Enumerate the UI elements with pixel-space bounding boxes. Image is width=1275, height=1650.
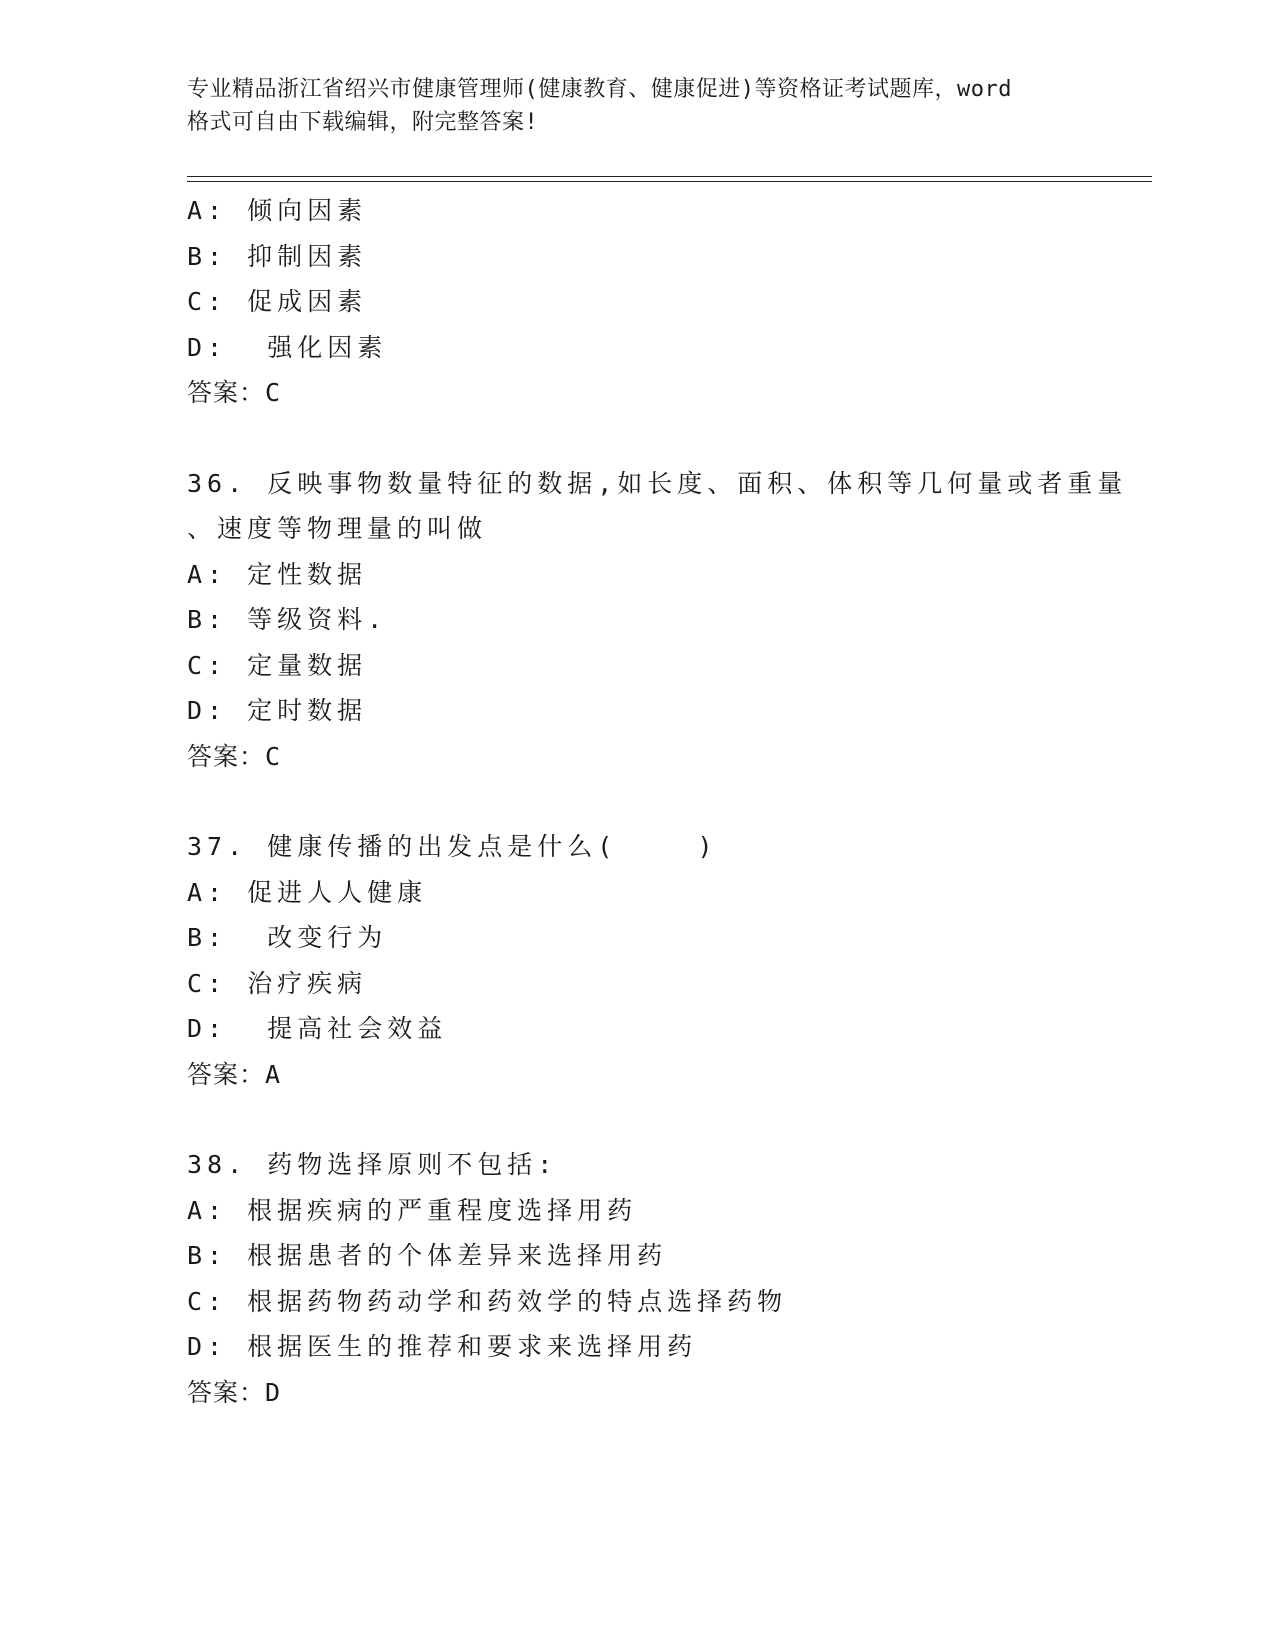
answer: 答案：C [187, 741, 282, 771]
question-title-line-2: 、速度等物理量的叫做 [187, 514, 488, 543]
question-35 [187, 188, 1147, 416]
question-38 [187, 1142, 1147, 1415]
answer: 答案：C [187, 378, 282, 407]
option-c: C: 治疗疾病 [187, 968, 368, 998]
option-c: C: 定量数据 [187, 650, 368, 680]
option-a: A: 根据疾病的严重程度选择用药 [187, 1195, 638, 1225]
question-title: 37. 健康传播的出发点是什么( ) [187, 832, 718, 861]
option-a: A: 定性数据 [187, 559, 368, 589]
spacer [187, 779, 1147, 824]
document-header [187, 73, 1087, 139]
option-d: D: 强化因素 [187, 332, 388, 362]
option-d: D: 根据医生的推荐和要求来选择用药 [187, 1332, 698, 1361]
header-line-2: 格式可自由下载编辑，附完整答案! [187, 110, 539, 135]
option-b: B: 抑制因素 [187, 241, 368, 271]
answer: 答案：A [187, 1059, 282, 1089]
answer: 答案：D [187, 1377, 282, 1407]
question-36 [187, 461, 1147, 780]
option-b: B: 改变行为 [187, 923, 388, 952]
spacer [187, 416, 1147, 461]
option-c: C: 促成因素 [187, 287, 368, 316]
question-title: 38. 药物选择原则不包括: [187, 1150, 558, 1179]
option-d: D: 提高社会效益 [187, 1014, 448, 1043]
spacer [187, 1097, 1147, 1142]
header-divider-bottom [187, 181, 1152, 182]
question-title-line-1: 36. 反映事物数量特征的数据,如长度、面积、体积等几何量或者重量 [187, 468, 1128, 498]
option-b: B: 根据患者的个体差异来选择用药 [187, 1241, 668, 1270]
option-a: A: 倾向因素 [187, 196, 368, 225]
question-list [187, 188, 1147, 1415]
option-c: C: 根据药物药动学和药效学的特点选择药物 [187, 1286, 788, 1316]
question-37 [187, 824, 1147, 1097]
header-divider-top [187, 176, 1152, 177]
header-line-1: 专业精品浙江省绍兴市健康管理师(健康教育、健康促进)等资格证考试题库，word [187, 77, 1012, 102]
option-a: A: 促进人人健康 [187, 877, 428, 907]
option-d: D: 定时数据 [187, 696, 368, 725]
option-b: B: 等级资料. [187, 605, 388, 634]
